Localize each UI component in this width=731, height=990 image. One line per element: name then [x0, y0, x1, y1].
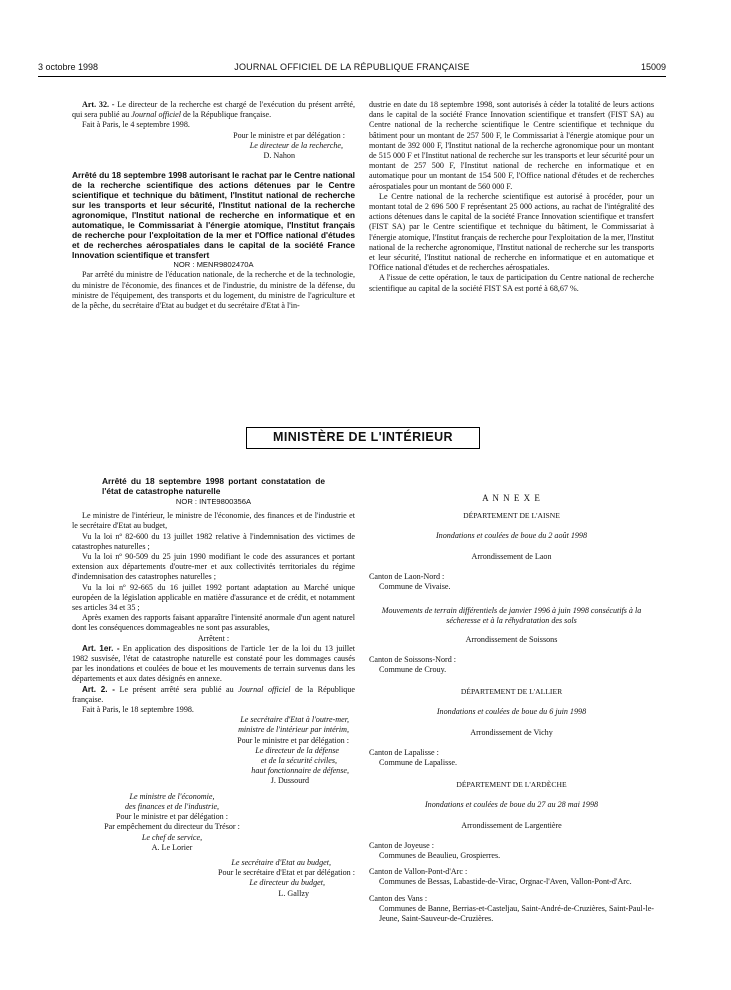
event-title: Inondations et coulées de boue du 2 août 1998 — [435, 531, 588, 541]
fait-date: Fait à Paris, le 18 septembre 1998. — [82, 705, 194, 715]
signature-block-interieur: Le secrétaire d'Etat à l'outre-mer, ministre de l'intérieur par intérim, Pour le ministre et par délégation : Le directeur de la défense et de la sécurité civiles, haut fonctionnaire de défense, J. Dussourd — [72, 715, 355, 786]
paragraph: Vu la loi nº 82-600 du 13 juillet 1982 relative à l'indemnisation des victimes de catastrophes naturelles ; — [72, 531, 355, 551]
department-heading: DÉPARTEMENT DE L'AISNE — [463, 511, 560, 521]
arrete-body: Par arrêté du ministre de l'éducation nationale, de la recherche et de la technologie, du ministre de l'économie, des finances et de l'industrie, du ministre de la défense, du ministre de l'équipement, des transports et du logement, du ministre de l'agriculture et de la pêche, du secrétaire d'Etat au budget et du secrétaire d'Etat à l'in- — [72, 270, 355, 311]
paragraph: dustrie en date du 18 septembre 1998, sont autorisés à céder la totalité de leurs actions dans le capital de la société France Innovation scientifique et transfert (FIST SA) au Centre national de la recherche scientifique le Centre scientifique et technique du bâtiment pour un montant de 257 500 F, le Commissariat à l'énergie atomique pour un montant de 392 000 F, l'Institut national de la recherche agronomique pour un montant de 515 000 F et l'Institut national de recherche sur les transports et leur sécurité pour un montant de 257 500 F, l'Institut national de recherche en informatique et en automatique pour un montant de 154 500 F, l'Office national d'études et de recherches aérospatiales pour un montant de 560 000 F. — [369, 100, 654, 191]
arrondissement: Arrondissement de Largentière — [461, 820, 562, 830]
signer-name: A. Le Lorier — [151, 842, 193, 852]
arretent: Arrêtent : — [197, 633, 230, 643]
canton: Canton de Vallon-Pont-d'Arc : — [369, 867, 468, 877]
annexe-column — [369, 493, 654, 924]
top-right-column — [369, 100, 654, 294]
header-journal-title: JOURNAL OFFICIEL DE LA RÉPUBLIQUE FRANÇAISE — [234, 62, 470, 72]
ministry-heading: MINISTÈRE DE L'INTÉRIEUR — [246, 427, 480, 449]
event-title: Mouvements de terrain différentiels de janvier 1996 à juin 1998 consécutifs à la sécheresse et à la réhydratation des sols — [381, 606, 642, 626]
department-heading: DÉPARTEMENT DE L'ARDÈCHE — [456, 780, 567, 790]
communes: Communes de Beaulieu, Grospierres. — [379, 851, 501, 861]
article-2: Art. 2. - Le présent arrêté sera publié au Journal officiel de la République française. — [72, 684, 355, 704]
communes: Commune de Crouy. — [379, 665, 447, 675]
canton: Canton de Laon-Nord : — [369, 571, 445, 581]
canton: Canton de Joyeuse : — [369, 840, 434, 850]
nor-reference: NOR : MENR9802470A — [173, 260, 254, 270]
header-page-number: 15009 — [640, 62, 666, 72]
bottom-left-column — [72, 476, 355, 899]
paragraph: Vu la loi nº 90-509 du 25 juin 1990 modifiant le code des assurances et portant extension aux départements d'outre-mer et aux collectivités territoriales du régime d'indemnisation des catastrophes naturelles ; — [72, 552, 355, 582]
communes: Commune de Lapalisse. — [379, 758, 457, 768]
signer-name: D. Nahon — [263, 151, 295, 161]
canton: Canton des Vans : — [369, 893, 428, 903]
canton: Canton de Lapalisse : — [369, 747, 439, 757]
paragraph: Après examen des rapports faisant apparaître l'intensité anormale d'un agent naturel dont les conséquences dommageables ne sont pas assurables, — [72, 613, 355, 633]
article-32: Art. 32. - Le directeur de la recherche est chargé de l'exécution du présent arrêté, qui sera publié au Journal officiel de la République française. — [72, 100, 355, 120]
signer-role: Le directeur de la recherche, — [249, 140, 343, 150]
nor-reference: NOR : INTE9800356A — [175, 497, 252, 506]
delegation-line: Pour le ministre et par délégation : — [233, 130, 345, 140]
communes: Communes de Banne, Berrias-et-Casteljau, Saint-André-de-Cruzières, Saint-Paul-le-Jeune, Saint-Sauveur-de-Cruzières. — [379, 903, 654, 924]
arrondissement: Arrondissement de Laon — [471, 551, 552, 561]
paragraph: Le Centre national de la recherche scientifique est autorisé à procéder, pour un montant total de 2 696 500 F représentant 25 000 actions, au rachat de l'intégralité des actions détenues dans le capital de la société France Innovation scientifique et transfert (FIST SA) par le Centre scientifique et technique du bâtiment, le Commissariat à l'énergie atomique, l'Institut français de recherche pour l'exploitation de la mer, l'Institut national de la recherche agronomique, l'Institut national de recherche sur les transports et leur sécurité, l'Institut national de recherche en informatique et en automatique et l'Office national d'études et de recherches aérospatiales. — [369, 191, 654, 273]
fait-date: Fait à Paris, le 4 septembre 1998. — [82, 120, 190, 130]
paragraph: A l'issue de cette opération, le taux de participation du Centre national de recherche scientifique au capital de la société FIST SA est porté à 68,67 %. — [369, 273, 654, 293]
communes: Commune de Vivaise. — [379, 582, 451, 592]
signature-block-budget: Le secrétaire d'Etat au budget, Pour le secrétaire d'Etat et par délégation : Le directeur du budget, L. Gallzy — [72, 858, 355, 899]
top-left-column — [72, 100, 355, 311]
header-rule — [38, 76, 666, 77]
signer-name: L. Gallzy — [278, 888, 309, 898]
paragraph: Le ministre de l'intérieur, le ministre de l'économie, des finances et de l'industrie et le secrétaire d'Etat au budget, — [72, 511, 355, 531]
page-header — [38, 62, 666, 76]
article-1: Art. 1er. - En application des dispositions de l'article 1er de la loi du 13 juillet 1982 susvisée, l'état de catastrophe naturelle est constaté pour les dommages causés par les inondations et coulées de boue et les mouvements de terrain survenus dans les départements et aux dates désignés en annexe. — [72, 643, 355, 684]
event-title: Inondations et coulées de boue du 6 juin 1998 — [436, 707, 587, 717]
canton: Canton de Soissons-Nord : — [369, 654, 457, 664]
arrete-title: Arrêté du 18 septembre 1998 portant constatation de l'état de catastrophe naturelle — [102, 476, 325, 496]
arrondissement: Arrondissement de Vichy — [470, 727, 553, 737]
paragraph: Vu la loi nº 92-665 du 16 juillet 1992 portant adaptation au Marché unique européen de la législation applicable en matière d'assurance et de crédit, et notamment ses articles 34 et 35 ; — [72, 582, 355, 613]
event-title: Inondations et coulées de boue du 27 au 28 mai 1998 — [424, 800, 599, 810]
communes: Communes de Bessas, Labastide-de-Virac, Orgnac-l'Aven, Vallon-Pont-d'Arc. — [379, 877, 632, 887]
annexe-title: A N N E X E — [482, 493, 541, 503]
arrondissement: Arrondissement de Soissons — [465, 634, 558, 644]
header-date: 3 octobre 1998 — [38, 62, 99, 72]
signer-name: J. Dussourd — [270, 776, 309, 786]
arrete-title: Arrêté du 18 septembre 1998 autorisant le rachat par le Centre national de la recherche scientifique des actions détenues par le Centre scientifique et technique du bâtiment, l'Institut national de recherche sur les transports et leur sécurité, l'Institut national de la recherche agronomique, l'Institut national de recherche en informatique et en automatique, le Commissariat à l'énergie atomique, l'Institut français de recherche pour l'exploitation de la mer et l'Office national d'études et de recherches aérospatiales dans le capital de la société France Innovation scientifique et transfert — [72, 170, 355, 261]
signature-block-economie: Le ministre de l'économie, des finances et de l'industrie, Pour le ministre et par délégation : Par empêchement du directeur du Trésor : Le chef de service, A. Le Lorier — [72, 792, 272, 853]
department-heading: DÉPARTEMENT DE L'ALLIER — [460, 687, 563, 697]
